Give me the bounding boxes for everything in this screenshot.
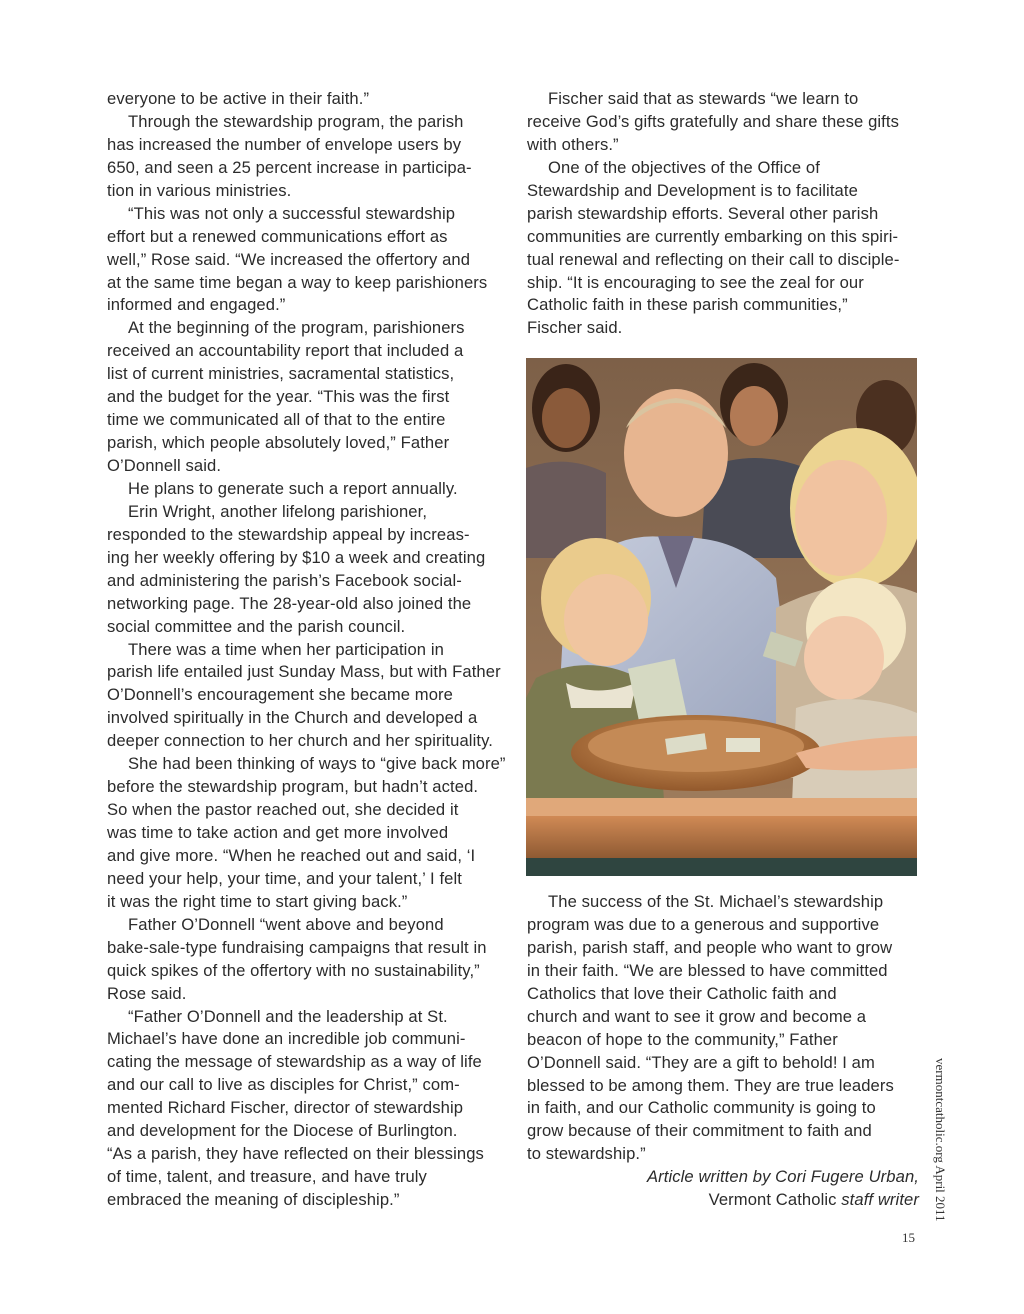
text-line: At the beginning of the program, parishioners: [128, 318, 465, 338]
text-line: effort but a renewed communications effort as: [107, 226, 448, 246]
text-line: involved spiritually in the Church and developed a: [107, 708, 478, 728]
text-line: parish, parish staff, and people who want to grow: [527, 937, 893, 957]
text-line: He plans to generate such a report annually.: [128, 478, 458, 498]
text-line: time we communicated all of that to the entire: [107, 410, 446, 430]
text-line: One of the objectives of the Office of: [548, 157, 820, 177]
text-line: and the budget for the year. “This was the first: [107, 387, 450, 407]
article-right-column-bottom: [527, 891, 919, 1212]
text-line: responded to the stewardship appeal by increas-: [107, 524, 470, 544]
text-line: parish stewardship efforts. Several other parish: [527, 203, 879, 223]
text-line: list of current ministries, sacramental statistics,: [107, 364, 455, 384]
text-line: it was the right time to start giving back.”: [107, 891, 408, 911]
text-line: in faith, and our Catholic community is going to: [527, 1098, 876, 1118]
article-left-column: [107, 88, 506, 1212]
text-line: cating the message of stewardship as a way of life: [107, 1052, 482, 1072]
text-line: and give more. “When he reached out and said, ‘I: [107, 845, 476, 865]
text-line: Through the stewardship program, the parish: [128, 111, 464, 131]
article-right-column-top: [527, 88, 919, 340]
text-line: networking page. The 28-year-old also joined the: [107, 593, 472, 613]
byline-role: staff writer: [841, 1190, 919, 1210]
byline-publication: [527, 1189, 919, 1212]
footer-site-date: vermontcatholic.org April 2011: [933, 1058, 948, 1222]
text-line: need your help, your time, and your talent,’ I felt: [107, 868, 462, 888]
text-line: deeper connection to her church and her spirituality.: [107, 731, 493, 751]
text-line: well,” Rose said. “We increased the offertory and: [107, 249, 471, 269]
family-offering-photo: [526, 358, 917, 876]
text-line: program was due to a generous and supportive: [527, 914, 880, 934]
text-line: mented Richard Fischer, director of stewardship: [107, 1098, 464, 1118]
text-line: of time, talent, and treasure, and have truly: [107, 1167, 427, 1187]
text-line: parish life entailed just Sunday Mass, but with Father: [107, 662, 501, 682]
text-line: The success of the St. Michael’s stewardship: [548, 892, 884, 911]
text-line: has increased the number of envelope users by: [107, 134, 462, 154]
text-line: O’Donnell said. “They are a gift to behold! I am: [527, 1052, 875, 1072]
photo-illustration: [526, 358, 917, 876]
text-line: church and want to see it grow and become a: [527, 1006, 867, 1026]
text-line: tion in various ministries.: [107, 180, 292, 200]
text-line: Fischer said that as stewards “we learn to: [548, 89, 859, 108]
text-line: beacon of hope to the community,” Father: [527, 1029, 838, 1049]
byline: [527, 1166, 919, 1189]
text-line: quick spikes of the offertory with no sustainability,”: [107, 960, 480, 980]
text-line: Michael’s have done an incredible job communi-: [107, 1029, 466, 1049]
text-line: O’Donnell’s encouragement she became more: [107, 685, 453, 705]
text-line: Rose said.: [107, 983, 187, 1003]
text-line: received an accountability report that included a: [107, 341, 464, 361]
text-line: “As a parish, they have reflected on their blessings: [107, 1144, 484, 1164]
text-line: everyone to be active in their faith.”: [107, 89, 370, 108]
text-line: So when the pastor reached out, she decided it: [107, 800, 459, 820]
text-line: ship. “It is encouraging to see the zeal for our: [527, 272, 864, 292]
text-line: 650, and seen a 25 percent increase in participa-: [107, 157, 472, 177]
text-line: before the stewardship program, but hadn’t acted.: [107, 777, 479, 797]
text-line: communities are currently embarking on this spiri-: [527, 226, 899, 246]
text-line: informed and engaged.”: [107, 295, 286, 315]
text-line: She had been thinking of ways to “give back more”: [128, 754, 506, 774]
text-line: bake-sale-type fundraising campaigns that result in: [107, 937, 487, 957]
byline-author: Article written by Cori Fugere Urban,: [646, 1167, 919, 1187]
text-line: grow because of their commitment to faith and: [527, 1121, 872, 1141]
text-line: ing her weekly offering by $10 a week and creating: [107, 547, 486, 567]
text-line: embraced the meaning of discipleship.”: [107, 1190, 400, 1209]
text-line: Fischer said.: [527, 318, 623, 338]
text-line: and development for the Diocese of Burlington.: [107, 1121, 458, 1141]
text-line: was time to take action and get more involved: [107, 823, 449, 842]
text-line: There was a time when her participation in: [128, 639, 444, 659]
text-line: with others.”: [527, 134, 619, 154]
text-line: and administering the parish’s Facebook social-: [107, 570, 462, 590]
text-line: Father O’Donnell “went above and beyond: [128, 914, 444, 934]
byline-publication-name: Vermont Catholic: [708, 1190, 842, 1210]
text-line: O’Donnell said.: [107, 456, 222, 475]
text-line: Stewardship and Development is to facilitate: [527, 180, 858, 200]
text-line: Erin Wright, another lifelong parishioner,: [128, 501, 428, 521]
text-line: Catholics that love their Catholic faith and: [527, 983, 837, 1003]
text-line: blessed to be among them. They are true leaders: [527, 1075, 894, 1095]
text-line: receive God’s gifts gratefully and share these gifts: [527, 111, 899, 131]
text-line: Catholic faith in these parish communities,”: [527, 295, 848, 315]
text-line: and our call to live as disciples for Christ,” com-: [107, 1075, 460, 1095]
page-number: 15: [902, 1230, 915, 1245]
text-line: “Father O’Donnell and the leadership at St.: [128, 1006, 448, 1026]
text-line: in their faith. “We are blessed to have committed: [527, 960, 888, 980]
text-line: to stewardship.”: [527, 1144, 646, 1164]
text-line: parish, which people absolutely loved,” Father: [107, 433, 450, 453]
text-line: at the same time began a way to keep parishioners: [107, 272, 488, 292]
text-line: “This was not only a successful stewardship: [128, 203, 456, 223]
text-line: tual renewal and reflecting on their call to disciple-: [527, 249, 900, 269]
text-line: social committee and the parish council.: [107, 616, 406, 636]
